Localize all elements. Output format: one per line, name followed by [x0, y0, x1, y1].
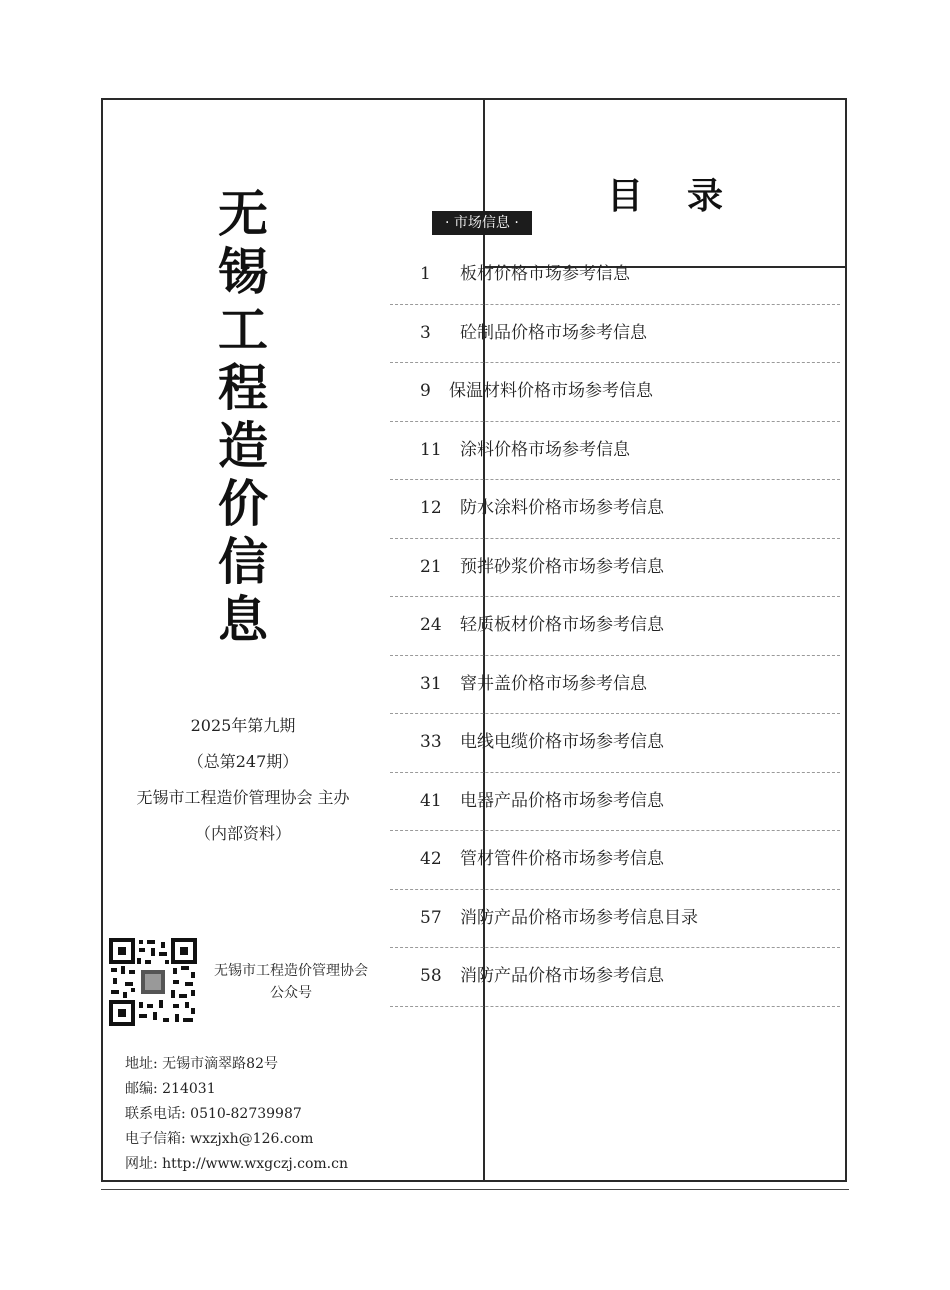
- toc-item[interactable]: [390, 597, 840, 656]
- toc-page: 3: [420, 322, 431, 343]
- footer-rule: [101, 1189, 849, 1190]
- title-char: 造: [218, 416, 268, 475]
- toc-item[interactable]: [390, 305, 840, 364]
- toc-label: 保温材料价格市场参考信息: [449, 381, 653, 401]
- title-char: 息: [218, 590, 268, 649]
- toc-title: 目录: [606, 175, 767, 217]
- toc-page: 41: [420, 790, 442, 811]
- toc-label: 管材管件价格市场参考信息: [460, 849, 664, 869]
- section-tag: · 市场信息 ·: [432, 211, 532, 235]
- issue-number: 2025年第九期: [190, 716, 296, 735]
- total-issue: （总第247期）: [187, 752, 299, 771]
- qr-caption: [201, 960, 381, 1004]
- toc-label: 防水涂料价格市场参考信息: [460, 498, 664, 518]
- toc-item[interactable]: [390, 948, 840, 1007]
- toc-item[interactable]: [390, 656, 840, 715]
- toc-item[interactable]: [390, 480, 840, 539]
- toc-page: 12: [420, 498, 442, 518]
- title-char: 信: [218, 532, 268, 591]
- toc-label: 消防产品价格市场参考信息目录: [460, 907, 698, 928]
- qr-caption-line: 无锡市工程造价管理协会: [214, 963, 368, 979]
- toc-label: 窨井盖价格市场参考信息: [460, 673, 647, 694]
- toc-label: 消防产品价格市场参考信息: [460, 966, 664, 986]
- toc-item[interactable]: [390, 422, 840, 481]
- qr-code-icon: [109, 938, 197, 1026]
- toc-item[interactable]: [390, 246, 840, 305]
- toc-page: 31: [420, 673, 442, 694]
- toc-page: 33: [420, 732, 442, 752]
- toc-label: 涂料价格市场参考信息: [460, 439, 630, 460]
- title-char: 锡: [218, 242, 268, 301]
- toc-label: 砼制品价格市场参考信息: [460, 322, 647, 343]
- toc-item[interactable]: [390, 539, 840, 598]
- title-char: 价: [218, 474, 268, 533]
- toc-list: [390, 246, 840, 1007]
- toc-item[interactable]: [390, 890, 840, 949]
- contact-email[interactable]: 电子信箱: wxzjxh@126.com: [125, 1131, 314, 1147]
- contact-info: [125, 1052, 348, 1177]
- toc-page: 11: [420, 439, 442, 460]
- toc-page: 24: [420, 615, 442, 635]
- toc-label: 电线电缆价格市场参考信息: [460, 732, 664, 752]
- toc-page: 42: [420, 849, 442, 869]
- toc-item[interactable]: [390, 714, 840, 773]
- contact-postcode: 邮编: 214031: [125, 1081, 216, 1097]
- contact-website[interactable]: 网址: http://www.wxgczj.com.cn: [125, 1156, 348, 1172]
- qr-caption-line: 公众号: [270, 985, 312, 1001]
- toc-label: 电器产品价格市场参考信息: [460, 790, 664, 811]
- toc-item[interactable]: [390, 363, 840, 422]
- toc-page: 57: [420, 907, 442, 928]
- contact-phone: 联系电话: 0510-82739987: [125, 1106, 302, 1122]
- toc-page: 21: [420, 556, 442, 577]
- toc-item[interactable]: [390, 773, 840, 832]
- toc-page: 58: [420, 966, 442, 986]
- toc-header: [485, 100, 845, 268]
- toc-page: 9: [420, 381, 431, 401]
- toc-item[interactable]: [390, 831, 840, 890]
- title-char: 程: [218, 358, 268, 417]
- issue-info: [103, 708, 383, 852]
- toc-page: 1: [420, 264, 431, 284]
- title-char: 工: [218, 300, 268, 359]
- contact-address: 地址: 无锡市滴翠路82号: [125, 1056, 278, 1072]
- toc-label: 板材价格市场参考信息: [460, 264, 630, 284]
- masthead-title: [103, 185, 383, 649]
- title-char: 无: [218, 184, 268, 243]
- organizer: 无锡市工程造价管理协会 主办: [136, 788, 350, 807]
- toc-label: 预拌砂浆价格市场参考信息: [460, 556, 664, 577]
- internal-note: （内部资料）: [194, 824, 291, 843]
- toc-label: 轻质板材价格市场参考信息: [460, 615, 664, 635]
